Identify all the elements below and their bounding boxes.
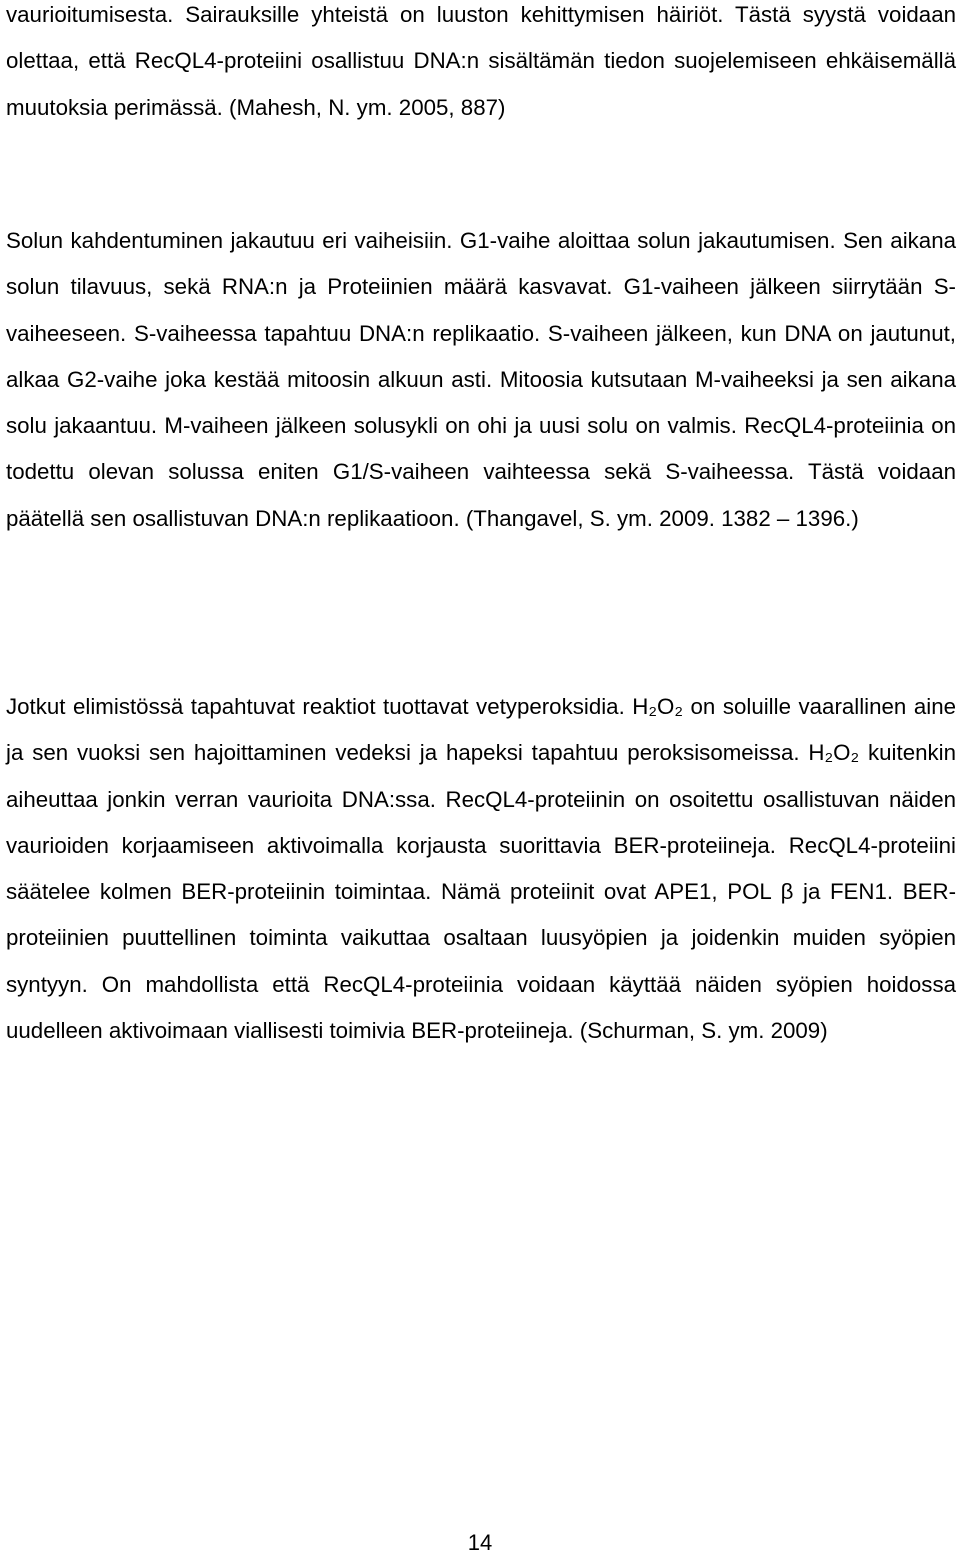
paragraph-cell-cycle: Solun kahdentuminen jakautuu eri vaiheisiin. G1-vaihe aloittaa solun jakautumisen. Sen aikana solun tilavuus, sekä RNA:n ja Proteiinien määrä kasvavat. G1-vaiheen jälkeen siirrytään S-vaiheeseen. S-vaiheessa tapahtuu DNA:n replikaatio. S-vaiheen jälkeen, kun DNA on jautunut, alkaa G2-vaihe joka kestää mitoosin alkuun asti. Mitoosia kutsutaan M-vaiheeksi ja sen aikana solu jakaantuu. M-vaiheen jälkeen solusykli on ohi ja uusi solu on valmis. RecQL4-proteiinia on todettu olevan solussa eniten G1/S-vaiheen vaihteessa sekä S-vaiheessa. Tästä voidaan päätellä sen osallistuvan DNA:n replikaatioon. (Thangavel, S. ym. 2009. 1382 – 1396.) <box>6 228 956 531</box>
paragraph-hydrogen-peroxide: Jotkut elimistössä tapahtuvat reaktiot tuottavat vetyperoksidia. H₂O₂ on soluille vaarallinen aine ja sen vuoksi sen hajoittaminen vedeksi ja hapeksi tapahtuu peroksisomeissa. H₂O₂ kuitenkin aiheuttaa jonkin verran vaurioita DNA:ssa. RecQL4-proteiinin on osoitettu osallistuvan näiden vaurioiden korjaamiseen aktivoimalla korjausta suorittavia BER-proteiineja. RecQL4-proteiini säätelee kolmen BER-proteiinin toimintaa. Nämä proteiinit ovat APE1, POL β ja FEN1. BER-proteiinien puuttellinen toiminta vaikuttaa osaltaan luusyöpien ja joidenkin muiden syöpien syntyyn. On mahdollista että RecQL4-proteiinia voidaan käyttää näiden syöpien hoidossa uudelleen aktivoimaan viallisesti toimivia BER-proteiineja. (Schurman, S. ym. 2009) <box>6 694 956 1044</box>
paragraph-recql4-bone-disorders: vaurioitumisesta. Sairauksille yhteistä on luuston kehittymisen häiriöt. Tästä syystä voidaan olettaa, että RecQL4-proteiini osallistuu DNA:n sisältämän tiedon suojelemiseen ehkäisemällä muutoksia perimässä. (Mahesh, N. ym. 2005, 887) <box>6 2 956 120</box>
page-number: 14 <box>467 1530 493 1555</box>
